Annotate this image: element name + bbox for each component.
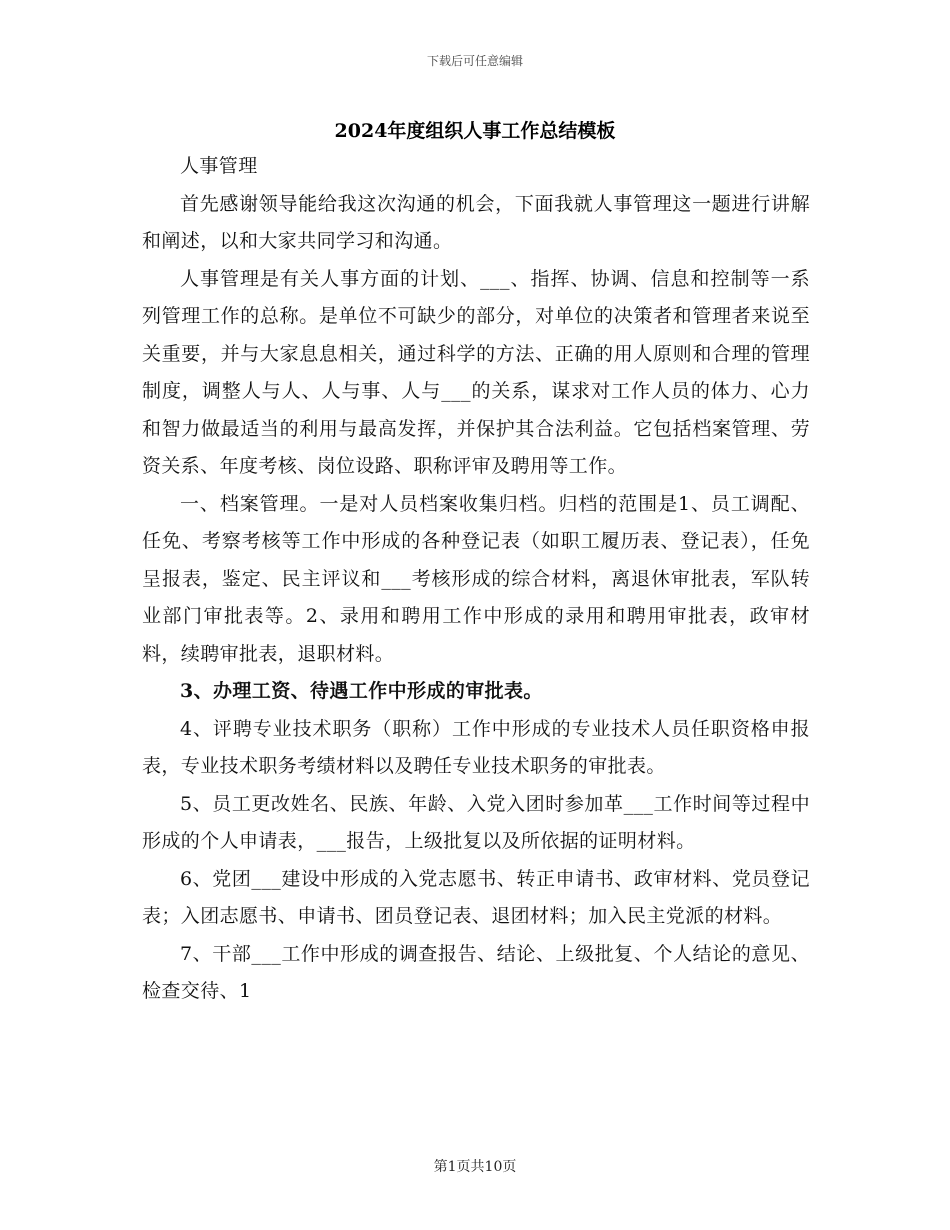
page-number: 第1页共10页 [433,1159,517,1175]
document-title: 2024年度组织人事工作总结模板 [334,120,616,142]
paragraph-definition: 人事管理是有关人事方面的计划、___、指挥、协调、信息和控制等一系列管理工作的总称。是单位不可缺少的部分，对单位的决策者和管理者来说至关重要，并与大家息息相关，通过科学的方法、正确的用人原则和合理的管理制度，调整人与人、人与事、人与___的关系，谋求对工作人员的体力、心力和智力做最适当的利用与最高发挥，并保护其合法利益。它包括档案管理、劳资关系、年度考核、岗位设路、职称评审及聘用等工作。 [142,267,810,477]
section-heading: 人事管理 [180,155,258,177]
paragraph-item-6: 6、党团___建设中形成的入党志愿书、转正申请书、政审材料、党员登记表；入团志愿书、申请书、团员登记表、退团材料；加入民主党派的材料。 [142,867,810,927]
paragraph-archive: 一、档案管理。一是对人员档案收集归档。归档的范围是1、员工调配、任免、考察考核等工作中形成的各种登记表（如职工履历表、登记表），任免呈报表，鉴定、民主评议和___考核形成的综合材料，离退休审批表，军队转业部门审批表等。2、录用和聘用工作中形成的录用和聘用审批表，政审材料，续聘审批表，退职材料。 [142,492,810,665]
paragraph-item-4: 4、评聘专业技术职务（职称）工作中形成的专业技术人员任职资格申报表，专业技术职务考绩材料以及聘任专业技术职务的审批表。 [142,717,810,777]
paragraph-item-5: 5、员工更改姓名、民族、年龄、入党入团时参加革___工作时间等过程中形成的个人申请表，___报告，上级批复以及所依据的证明材料。 [142,792,810,852]
document-body [142,148,810,1011]
paragraph-intro: 首先感谢领导能给我这次沟通的机会，下面我就人事管理这一题进行讲解和阐述，以和大家共同学习和沟通。 [142,192,810,252]
paragraph-item-3: 3、办理工资、待遇工作中形成的审批表。 [180,680,543,702]
paragraph-item-7: 7、干部___工作中形成的调查报告、结论、上级批复、个人结论的意见、检查交待、1 [142,942,810,1002]
page-header-note: 下载后可任意编辑 [426,54,523,68]
